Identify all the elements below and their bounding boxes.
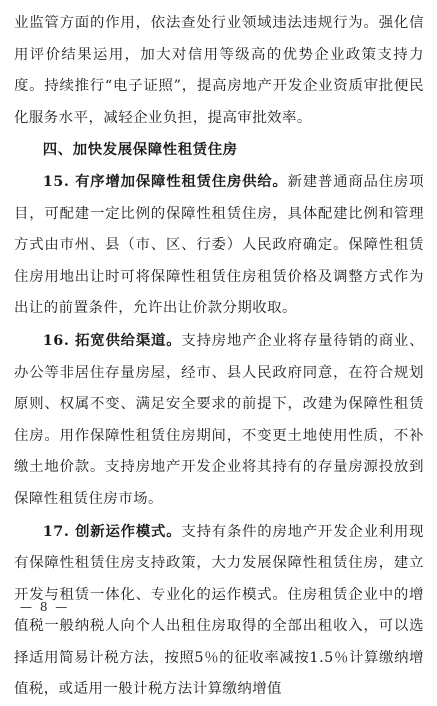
paragraph-item-17 xyxy=(14,516,424,706)
paragraph-intro: 业监管方面的作用，依法查处行业领域违法违规行为。强化信用评价结果运用，加大对信用等级高的优势企业政策支持力度。持续推行“电子证照”，提高房地产开发企业资质审批便民化服务水平，减轻企业负担，提高审批效率。 xyxy=(14,8,424,134)
paragraph-item-15 xyxy=(14,166,424,325)
item-15-lead: 15. 有序增加保障性租赁住房供给。 xyxy=(43,173,288,190)
item-16-text: 支持房地产企业将存量待销的商业、办公等非居住存量房屋，经市、县人民政府同意，在符合规划原则、权属不变、满足安全要求的前提下，改建为保障性租赁住房。用作保障性租赁住房期间，不变更土地使用性质，不补缴土地价款。支持房地产开发企业将其持有的存量房源投放到保障性租赁住房市场。 xyxy=(14,333,424,507)
paragraph-item-16 xyxy=(14,325,424,516)
item-17-lead: 17. 创新运作模式。 xyxy=(43,523,182,540)
item-16-lead: 16. 拓宽供给渠道。 xyxy=(43,332,182,349)
document-body xyxy=(14,8,424,706)
item-15-text: 新建普通商品住房项目，可配建一定比例的保障性租赁住房，具体配建比例和管理方式由市州、县（市、区、行委）人民政府确定。保障性租赁住房用地出让时可将保障性租赁住房租赁价格及调整方式作为出让的前置条件，允许出让价款分期收取。 xyxy=(14,174,424,316)
section-heading: 四、加快发展保障性租赁住房 xyxy=(14,134,424,166)
item-17-text: 支持有条件的房地产开发企业利用现有保障性租赁住房支持政策，大力发展保障性租赁住房，建立开发与租赁一体化、专业化的运作模式。住房租赁企业中的增值税一般纳税人向个人出租住房取得的全部出租收入，可以选择适用简易计税方法，按照5％的征收率减按1.5％计算缴纳增值税，或适用一般计税方法计算缴纳增值 xyxy=(14,524,424,698)
page-number: — 8 — xyxy=(20,600,69,614)
